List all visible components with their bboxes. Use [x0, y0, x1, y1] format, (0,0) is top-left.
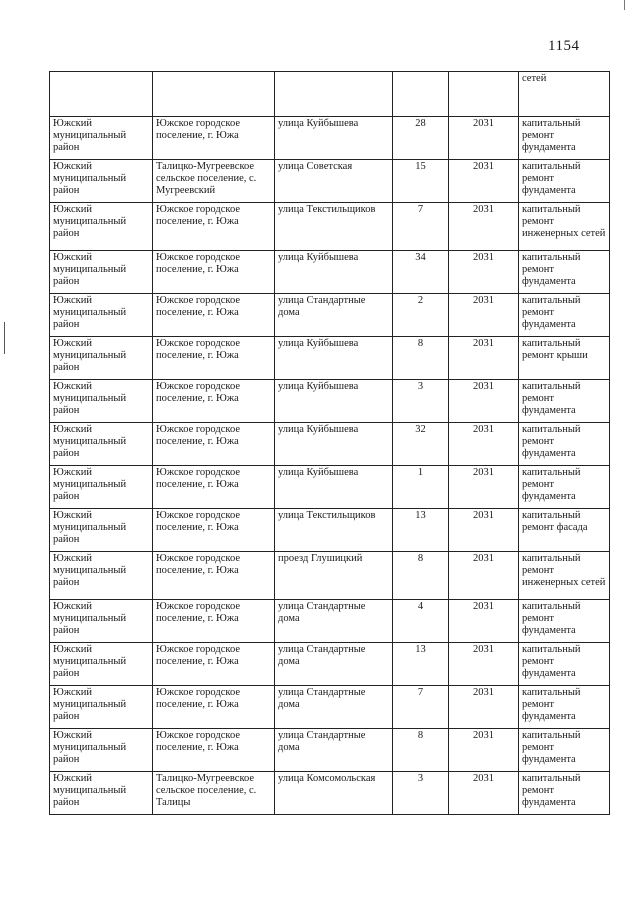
- table-row: [50, 337, 610, 380]
- table-row: [50, 552, 610, 600]
- cell-house: 3: [393, 772, 449, 815]
- cell-year: 2031: [449, 117, 519, 160]
- cell-district: Южский муниципальный район: [50, 251, 153, 294]
- cell-house: 7: [393, 203, 449, 251]
- cell-house: 8: [393, 552, 449, 600]
- cell-house: 13: [393, 643, 449, 686]
- table-row: [50, 203, 610, 251]
- cell-street: улица Куйбышева: [275, 117, 393, 160]
- table-row: [50, 729, 610, 772]
- registry-table: [49, 71, 610, 815]
- cell-house: 13: [393, 509, 449, 552]
- cell-year: 2031: [449, 466, 519, 509]
- cell-settlement: Южское городское поселение, г. Южа: [153, 294, 275, 337]
- cell-street: улица Стандартные дома: [275, 643, 393, 686]
- cell-settlement: Южское городское поселение, г. Южа: [153, 337, 275, 380]
- cell-settlement: Талицко-Мугреевское сельское поселение, с. Мугреевский: [153, 160, 275, 203]
- cell-district: Южский муниципальный район: [50, 160, 153, 203]
- cell-street: улица Куйбышева: [275, 423, 393, 466]
- cell-settlement: [153, 72, 275, 117]
- cell-year: 2031: [449, 772, 519, 815]
- cell-house: 32: [393, 423, 449, 466]
- table-row: [50, 466, 610, 509]
- cell-work: капитальный ремонт фундамента: [519, 294, 610, 337]
- cell-work: капитальный ремонт фундамента: [519, 117, 610, 160]
- table-row: [50, 772, 610, 815]
- cell-year: 2031: [449, 423, 519, 466]
- cell-work: капитальный ремонт фундамента: [519, 686, 610, 729]
- cell-work: капитальный ремонт крыши: [519, 337, 610, 380]
- cell-work: капитальный ремонт фундамента: [519, 772, 610, 815]
- table-row-continuation: [50, 72, 610, 117]
- cell-settlement: Южское городское поселение, г. Южа: [153, 509, 275, 552]
- cell-settlement: Южское городское поселение, г. Южа: [153, 600, 275, 643]
- cell-work: капитальный ремонт инженерных сетей: [519, 552, 610, 600]
- cell-work: капитальный ремонт фундамента: [519, 423, 610, 466]
- cell-street: улица Куйбышева: [275, 251, 393, 294]
- scan-mark-top: [624, 0, 625, 10]
- cell-street: улица Стандартные дома: [275, 729, 393, 772]
- cell-year: 2031: [449, 251, 519, 294]
- cell-street: улица Комсомольская: [275, 772, 393, 815]
- cell-work: капитальный ремонт инженерных сетей: [519, 203, 610, 251]
- cell-street: улица Текстильщиков: [275, 203, 393, 251]
- cell-house: 4: [393, 600, 449, 643]
- cell-house: 1: [393, 466, 449, 509]
- cell-work: капитальный ремонт фундамента: [519, 380, 610, 423]
- table-row: [50, 643, 610, 686]
- cell-year: 2031: [449, 600, 519, 643]
- cell-settlement: Южское городское поселение, г. Южа: [153, 729, 275, 772]
- cell-district: [50, 72, 153, 117]
- cell-settlement: Южское городское поселение, г. Южа: [153, 117, 275, 160]
- cell-house: 7: [393, 686, 449, 729]
- cell-work: капитальный ремонт фундамента: [519, 466, 610, 509]
- cell-settlement: Южское городское поселение, г. Южа: [153, 203, 275, 251]
- cell-district: Южский муниципальный район: [50, 772, 153, 815]
- cell-work: капитальный ремонт фасада: [519, 509, 610, 552]
- table-row: [50, 117, 610, 160]
- table-row: [50, 160, 610, 203]
- cell-house: 15: [393, 160, 449, 203]
- cell-year: 2031: [449, 337, 519, 380]
- cell-year: 2031: [449, 294, 519, 337]
- cell-street: улица Текстильщиков: [275, 509, 393, 552]
- cell-street: улица Куйбышева: [275, 337, 393, 380]
- cell-settlement: Южское городское поселение, г. Южа: [153, 423, 275, 466]
- cell-district: Южский муниципальный район: [50, 686, 153, 729]
- cell-year: 2031: [449, 729, 519, 772]
- table-row: [50, 423, 610, 466]
- table-row: [50, 600, 610, 643]
- cell-house: 3: [393, 380, 449, 423]
- cell-settlement: Южское городское поселение, г. Южа: [153, 643, 275, 686]
- cell-district: Южский муниципальный район: [50, 337, 153, 380]
- cell-district: Южский муниципальный район: [50, 423, 153, 466]
- cell-year: 2031: [449, 203, 519, 251]
- cell-work: капитальный ремонт фундамента: [519, 729, 610, 772]
- cell-street: улица Советская: [275, 160, 393, 203]
- table-row: [50, 251, 610, 294]
- cell-year: [449, 72, 519, 117]
- cell-settlement: Южское городское поселение, г. Южа: [153, 380, 275, 423]
- cell-year: 2031: [449, 380, 519, 423]
- cell-house: 2: [393, 294, 449, 337]
- cell-street: [275, 72, 393, 117]
- cell-district: Южский муниципальный район: [50, 294, 153, 337]
- cell-settlement: Талицко-Мугреевское сельское поселение, с. Талицы: [153, 772, 275, 815]
- cell-house: 28: [393, 117, 449, 160]
- table-row: [50, 380, 610, 423]
- cell-district: Южский муниципальный район: [50, 643, 153, 686]
- cell-work: сетей: [519, 72, 610, 117]
- cell-year: 2031: [449, 509, 519, 552]
- cell-street: улица Стандартные дома: [275, 294, 393, 337]
- cell-house: 34: [393, 251, 449, 294]
- table-row: [50, 294, 610, 337]
- cell-street: улица Стандартные дома: [275, 600, 393, 643]
- cell-street: улица Куйбышева: [275, 466, 393, 509]
- page-number: 1154: [548, 38, 580, 54]
- cell-district: Южский муниципальный район: [50, 203, 153, 251]
- cell-year: 2031: [449, 643, 519, 686]
- cell-district: Южский муниципальный район: [50, 600, 153, 643]
- cell-settlement: Южское городское поселение, г. Южа: [153, 552, 275, 600]
- cell-district: Южский муниципальный район: [50, 117, 153, 160]
- cell-work: капитальный ремонт фундамента: [519, 160, 610, 203]
- cell-work: капитальный ремонт фундамента: [519, 643, 610, 686]
- registry-table-body: [50, 72, 610, 815]
- scan-mark-left: [4, 322, 5, 354]
- cell-year: 2031: [449, 686, 519, 729]
- cell-street: проезд Глушицкий: [275, 552, 393, 600]
- cell-district: Южский муниципальный район: [50, 509, 153, 552]
- cell-house: [393, 72, 449, 117]
- cell-district: Южский муниципальный район: [50, 552, 153, 600]
- cell-settlement: Южское городское поселение, г. Южа: [153, 686, 275, 729]
- table-row: [50, 686, 610, 729]
- cell-street: улица Стандартные дома: [275, 686, 393, 729]
- cell-district: Южский муниципальный район: [50, 466, 153, 509]
- cell-year: 2031: [449, 552, 519, 600]
- cell-settlement: Южское городское поселение, г. Южа: [153, 251, 275, 294]
- cell-settlement: Южское городское поселение, г. Южа: [153, 466, 275, 509]
- cell-work: капитальный ремонт фундамента: [519, 251, 610, 294]
- cell-street: улица Куйбышева: [275, 380, 393, 423]
- cell-district: Южский муниципальный район: [50, 729, 153, 772]
- table-row: [50, 509, 610, 552]
- cell-district: Южский муниципальный район: [50, 380, 153, 423]
- cell-house: 8: [393, 729, 449, 772]
- cell-house: 8: [393, 337, 449, 380]
- cell-work: капитальный ремонт фундамента: [519, 600, 610, 643]
- cell-year: 2031: [449, 160, 519, 203]
